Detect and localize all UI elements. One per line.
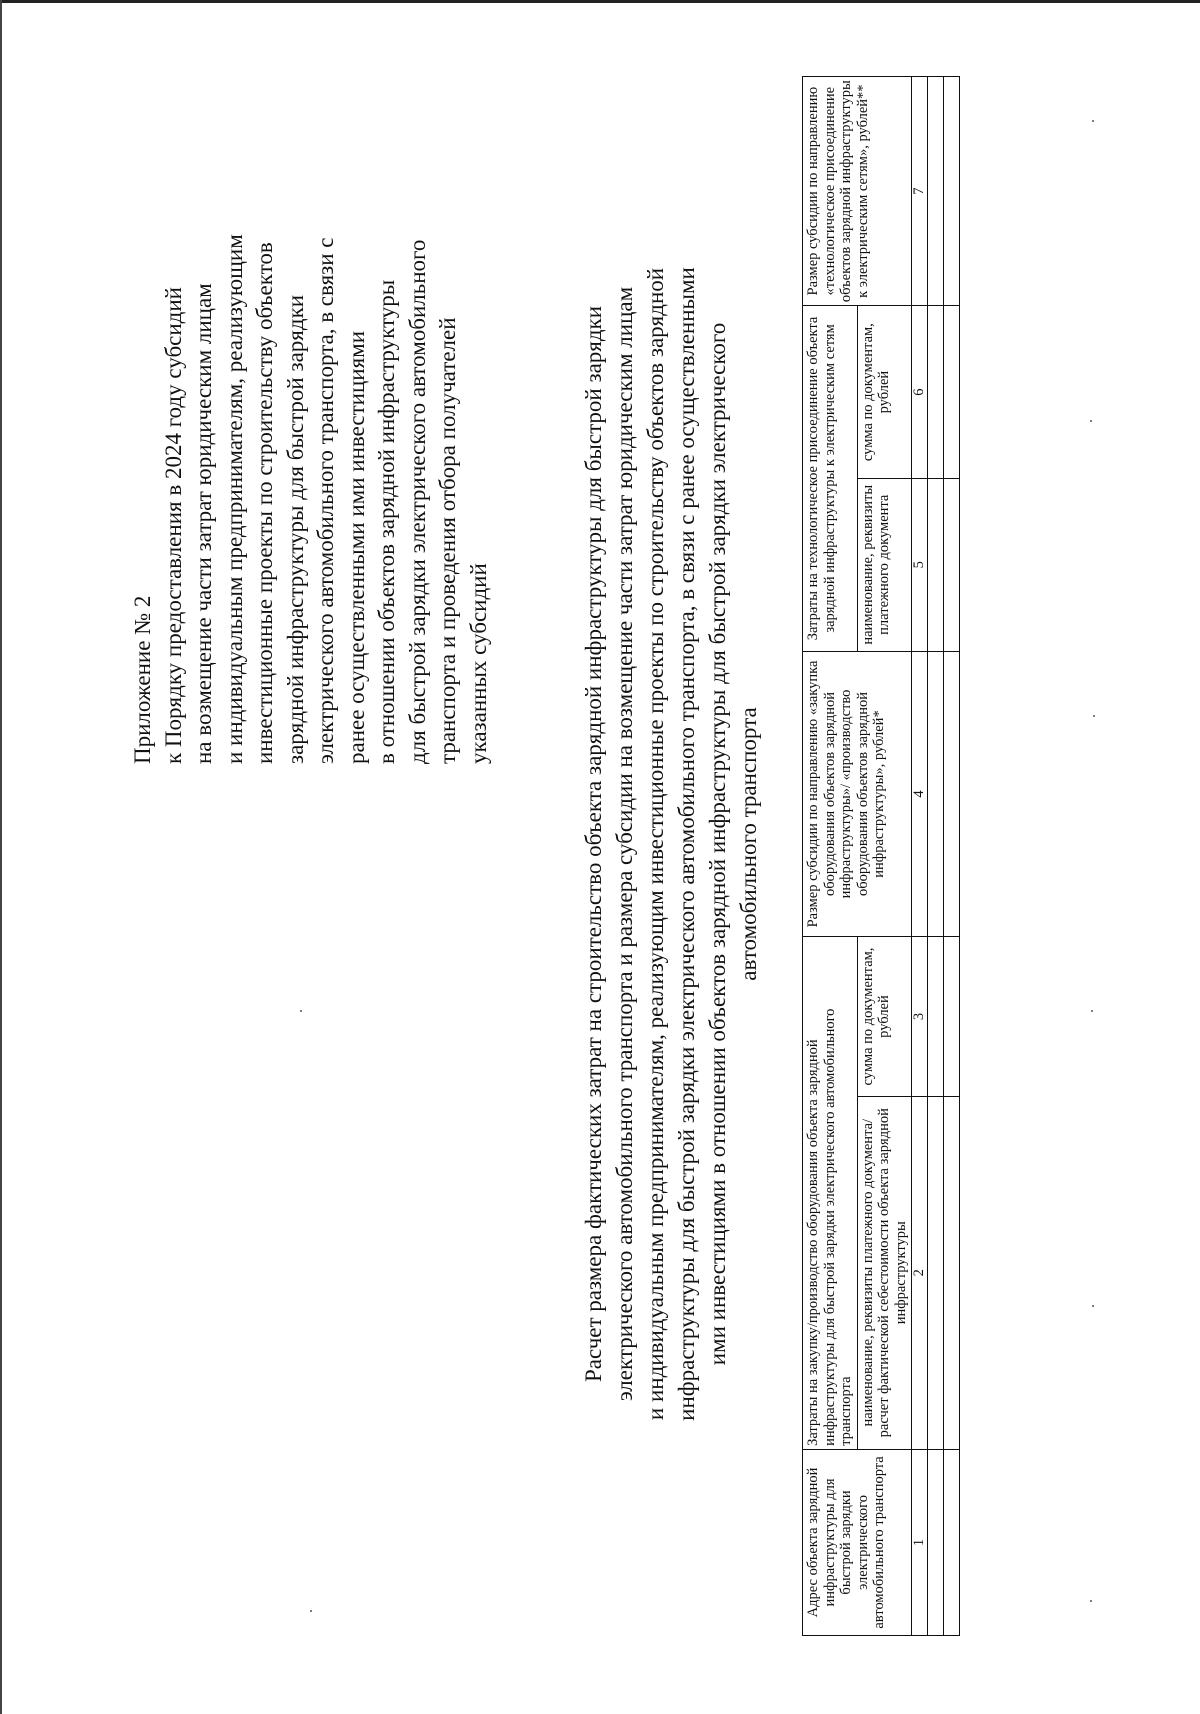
header-equipment-subsidy: Размер субсидии по направлению «закупка оборудования объектов зарядной инфраструктуры»/ «производство оборудования объектов зарядной инфраструктуры», рублей*: [803, 651, 912, 937]
column-number: 2: [912, 1096, 928, 1449]
annex-line: электрического автомобильного транспорта, в связи с: [313, 237, 338, 764]
header-connection-costs: Затраты на технологическое присоединение объекта зарядной инфраструктуры к электрическим сетям: [803, 306, 858, 651]
header-address: Адрес объекта зарядной инфраструктуры для быстрой зарядки электрического автомобильного транспорта: [803, 1449, 912, 1635]
empty-cell: [928, 937, 944, 1096]
header-equipment-sum: сумма по документам, рублей: [857, 937, 912, 1096]
annex-line: инвестиционные проекты по строительству объектов: [252, 242, 277, 764]
annex-line: зарядной инфраструктуры для быстрой зарядки: [282, 294, 308, 764]
empty-cell: [944, 478, 960, 651]
header-equipment-costs: Затраты на закупку/производство оборудования объекта зарядной инфраструктуры для быстрой зарядки электрического автомобильного транспорта: [803, 937, 858, 1449]
annex-line: указанных субсидий: [465, 563, 491, 764]
title-line: электрического автомобильного транспорта и размера субсидии на возмещение части затрат юридическим лицам: [612, 286, 637, 1402]
annex-line: и индивидуальным предпринимателям, реализующим: [221, 234, 247, 764]
empty-cell: [928, 478, 944, 651]
empty-cell: [928, 651, 944, 937]
title-line: и индивидуальным предпринимателям, реализующим инвестиционные проекты по строительству объектов зарядной: [643, 267, 668, 1421]
column-number: 6: [912, 306, 928, 479]
header-connection-subsidy: Размер субсидии по направлению «технологическое присоединение объектов зарядной инфраструктуры к электрическим сетям», рублей**: [803, 77, 912, 306]
annex-line: ранее осуществленными ими инвестициями: [343, 330, 369, 764]
annex-line: на возмещение части затрат юридическим лицам: [191, 283, 216, 764]
column-number-row: [912, 77, 928, 1636]
empty-cell: [928, 1449, 944, 1635]
empty-cell: [944, 1449, 960, 1635]
calculation-table-wrap: [802, 76, 960, 1636]
header-equipment-document: наименование, реквизиты платежного документа/расчет фактической себестоимости объекта зарядной инфраструктуры: [857, 1096, 912, 1449]
header-connection-sum: сумма по документам, рублей: [857, 306, 912, 479]
column-number: 3: [912, 937, 928, 1096]
empty-cell: [944, 1096, 960, 1449]
empty-cell: [928, 306, 944, 479]
empty-cell: [928, 1096, 944, 1449]
annex-line: для быстрой зарядки электрического автомобильного: [404, 239, 430, 764]
empty-cell: [944, 306, 960, 479]
annex-line: Приложение № 2: [130, 595, 155, 764]
title-line: Расчет размера фактических затрат на строительство объекта зарядной инфраструктуры для быстрой зарядки: [581, 305, 606, 1383]
calculation-table: [802, 76, 960, 1636]
empty-data-row: [944, 77, 960, 1636]
empty-cell: [944, 77, 960, 306]
annex-header: [128, 74, 494, 764]
header-row: [803, 77, 858, 1636]
column-number: 5: [912, 478, 928, 651]
header-connection-document: наименование, реквизиты платежного документа: [857, 478, 912, 651]
document-title: [578, 44, 764, 1644]
annex-line: в отношении объектов зарядной инфраструктуры: [374, 279, 399, 764]
column-number: 4: [912, 651, 928, 937]
column-number: 1: [912, 1449, 928, 1635]
annex-line: к Порядку предоставления в 2024 году субсидий: [160, 287, 186, 764]
column-number: 7: [912, 77, 928, 306]
title-line: инфраструктуры для быстрой зарядки электрического автомобильного транспорта, в связи с ранее осуществленными: [674, 267, 699, 1421]
empty-cell: [944, 937, 960, 1096]
title-line: ими инвестициями в отношении объектов зарядной инфраструктуры для быстрой зарядки электрического: [705, 322, 730, 1366]
empty-cell: [928, 77, 944, 306]
title-line: автомобильного транспорта: [736, 707, 761, 981]
annex-line: транспорта и проведения отбора получателей: [435, 317, 460, 764]
empty-cell: [944, 651, 960, 937]
empty-data-row: [928, 77, 944, 1636]
